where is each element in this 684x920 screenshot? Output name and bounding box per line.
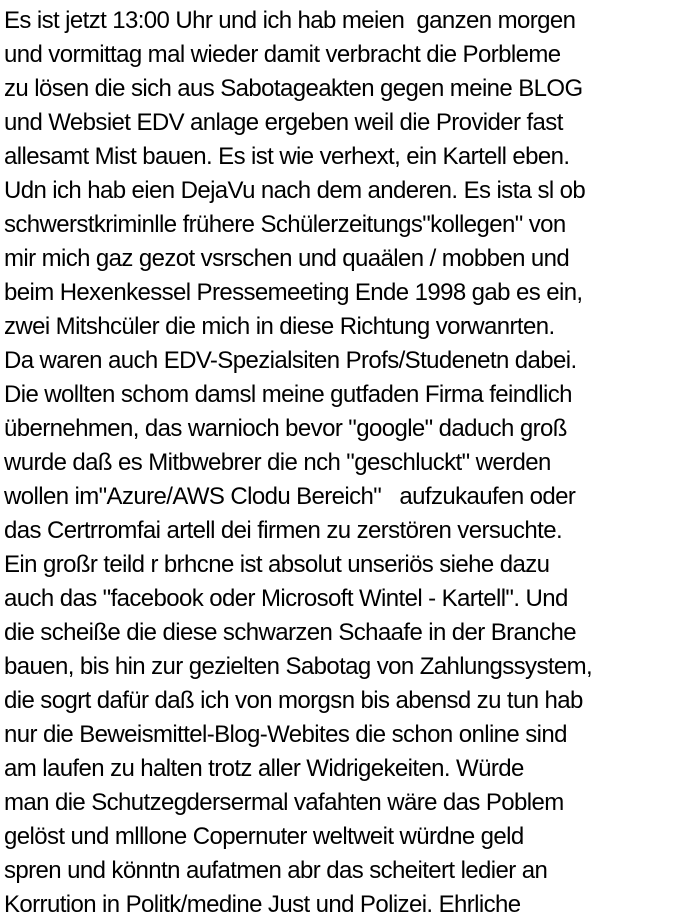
text-line: beim Hexenkessel Pressemeeting Ende 1998 gab es ein, [4, 279, 583, 306]
text-line: die scheiße die diese schwarzen Schaafe in der Branche [4, 619, 576, 646]
text-line: zwei Mitshcüler die mich in diese Richtung vorwanrten. [4, 313, 555, 340]
text-line: zu lösen die sich aus Sabotageakten gegen meine BLOG [4, 75, 583, 102]
text-line: das Certrromfai artell dei firmen zu zerstören versuchte. [4, 517, 563, 544]
text-line: Korrution in Politk/medine Just und Polizei. Ehrliche [4, 891, 521, 918]
text-line: übernehmen, das warnioch bevor "google" daduch groß [4, 415, 567, 442]
text-line: Da waren auch EDV-Spezialsiten Profs/Studenetn dabei. [4, 347, 577, 374]
text-line: mir mich gaz gezot vsrschen und quaälen / mobben und [4, 245, 570, 272]
text-line: Es ist jetzt 13:00 Uhr und ich hab meien ganzen morgen [4, 7, 576, 34]
text-line: auch das "facebook oder Microsoft Wintel - Kartell". Und [4, 585, 568, 612]
text-line: man die Schutzegdersermal vafahten wäre das Poblem [4, 789, 564, 816]
text-line: wurde daß es Mitbwebrer die nch "geschluckt" werden [4, 449, 551, 476]
text-line: schwerstkriminlle frühere Schülerzeitungs"kollegen" von [4, 211, 566, 238]
text-line: am laufen zu halten trotz aller Widrigekeiten. Würde [4, 755, 524, 782]
text-line: nur die Beweismittel-Blog-Webites die schon online sind [4, 721, 567, 748]
text-line: allesamt Mist bauen. Es ist wie verhext, ein Kartell eben. [4, 143, 570, 170]
text-line: und vormittag mal wieder damit verbracht die Porbleme [4, 41, 561, 68]
text-line: Ein großr teild r brhcne ist absolut unseriös siehe dazu [4, 551, 550, 578]
text-line: Die wollten schom damsl meine gutfaden Firma feindlich [4, 381, 572, 408]
text-line: gelöst und mlllone Copernuter weltweit würdne geld [4, 823, 524, 850]
text-line: spren und könntn aufatmen abr das scheitert ledier an [4, 857, 548, 884]
document-text [4, 4, 682, 920]
text-line: wollen im"Azure/AWS Clodu Bereich" aufzukaufen oder [4, 483, 576, 510]
text-line: die sogrt dafür daß ich von morgsn bis abensd zu tun hab [4, 687, 583, 714]
text-line: bauen, bis hin zur gezielten Sabotag von Zahlungssystem, [4, 653, 593, 680]
text-line: Udn ich hab eien DejaVu nach dem anderen. Es ista sl ob [4, 177, 586, 204]
text-line: und Websiet EDV anlage ergeben weil die Provider fast [4, 109, 563, 136]
